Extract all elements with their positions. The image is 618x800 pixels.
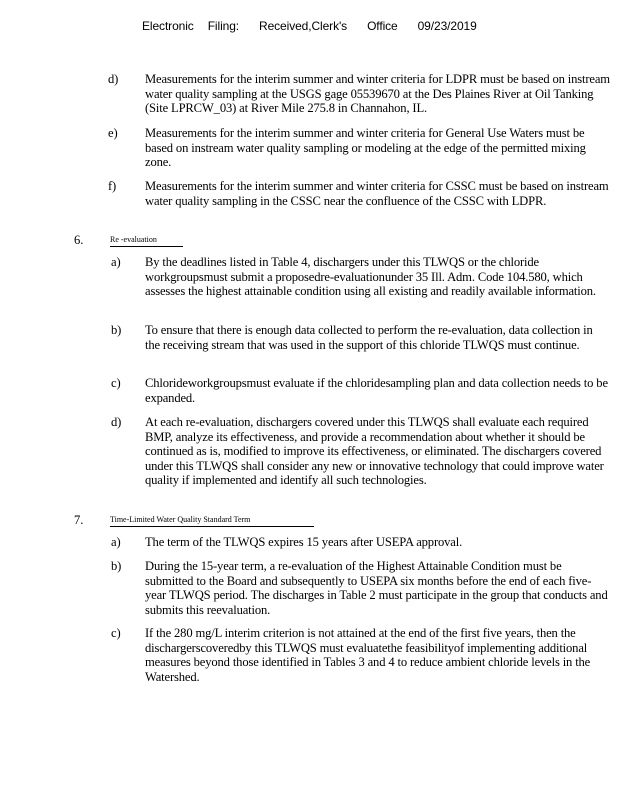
section-title-term: Time-Limited Water Quality Standard Term <box>110 514 314 527</box>
item-marker: b) <box>111 559 122 573</box>
item-marker: e) <box>108 126 118 140</box>
list-item-c <box>111 376 610 405</box>
list-item-d <box>111 415 610 488</box>
item-text: During the 15-year term, a re-evaluation of the Highest Attainable Condition must be submitted to the Board and subsequently to USEPA six months before the end of each five-year TLWQS period. The discharges in Table 2 must participate in the group that conducts and submits this reevaluation. <box>145 559 608 617</box>
header-received: Received,Clerk's <box>259 19 348 33</box>
item-text: Measurements for the interim summer and winter criteria for CSSC must be based on instream water quality sampling in the CSSC near the confluence of the CSSC with LDPR. <box>145 179 609 208</box>
item-text: If the 280 mg/L interim criterion is not attained at the end of the first five years, then the dischargerscoveredby this TLWQS must evaluatethe feasibilityof implementing additional measures beyond those identified in Tables 3 and 4 to reduce ambient chloride levels in the Watershed. <box>145 626 591 684</box>
header-date: 09/23/2019 <box>417 19 477 33</box>
item-marker: d) <box>111 415 122 429</box>
list-item-b <box>111 559 610 617</box>
list-item-a <box>111 255 610 299</box>
item-marker: b) <box>111 323 122 337</box>
list-item-f <box>108 179 610 208</box>
item-marker: a) <box>111 255 121 269</box>
item-text: By the deadlines listed in Table 4, dischargers under this TLWQS or the chloride workgroupsmust submit a proposedre-evaluationunder 35 Ill. Adm. Code 104.580, which assesses the highest attainable condition using all existing and readily available information. <box>145 255 596 298</box>
header-filing: Filing: <box>207 19 240 33</box>
list-item-e <box>108 126 610 170</box>
section-number: 6. <box>74 233 84 247</box>
list-item-c <box>111 626 610 684</box>
list-item-a <box>111 535 610 550</box>
item-text: The term of the TLWQS expires 15 years after USEPA approval. <box>145 535 463 549</box>
list-item-d <box>108 72 610 116</box>
item-text: To ensure that there is enough data collected to perform the re-evaluation, data collection in the receiving stream that was used in the support of this chloride TLWQS must continue. <box>145 323 593 352</box>
item-marker: a) <box>111 535 121 549</box>
section-number: 7. <box>74 513 84 527</box>
header-electronic: Electronic <box>142 19 194 33</box>
item-text: At each re-evaluation, dischargers covered under this TLWQS shall evaluate each required BMP, analyze its effectiveness, and provide a recommendation about whether it should be continued as is, modified to improve its effectiveness, or eliminated. The dischargers covered under this TLWQS shall consider any new or innovative technology that could improve water quality if implemented and identify all such technologies. <box>145 415 604 487</box>
item-marker: f) <box>108 179 117 193</box>
section-title-reevaluation: Re -evaluation <box>110 234 183 247</box>
item-text: Measurements for the interim summer and winter criteria for LDPR must be based on instream water quality sampling at the USGS gage 05539670 at the Des Plaines River at Oil Tanking (Site LPRCW_03) at River Mile 275.8 in Channahon, IL. <box>145 72 610 115</box>
item-marker: c) <box>111 626 121 640</box>
item-marker: c) <box>111 376 121 390</box>
item-text: Chlorideworkgroupsmust evaluate if the chloridesampling plan and data collection needs to be expanded. <box>145 376 608 405</box>
item-text: Measurements for the interim summer and winter criteria for General Use Waters must be based on instream water quality sampling or modeling at the edge of the permitted mixing zone. <box>145 126 586 169</box>
item-marker: d) <box>108 72 119 86</box>
list-item-b <box>111 323 610 352</box>
header-office: Office <box>367 19 398 33</box>
filing-header <box>142 19 491 33</box>
